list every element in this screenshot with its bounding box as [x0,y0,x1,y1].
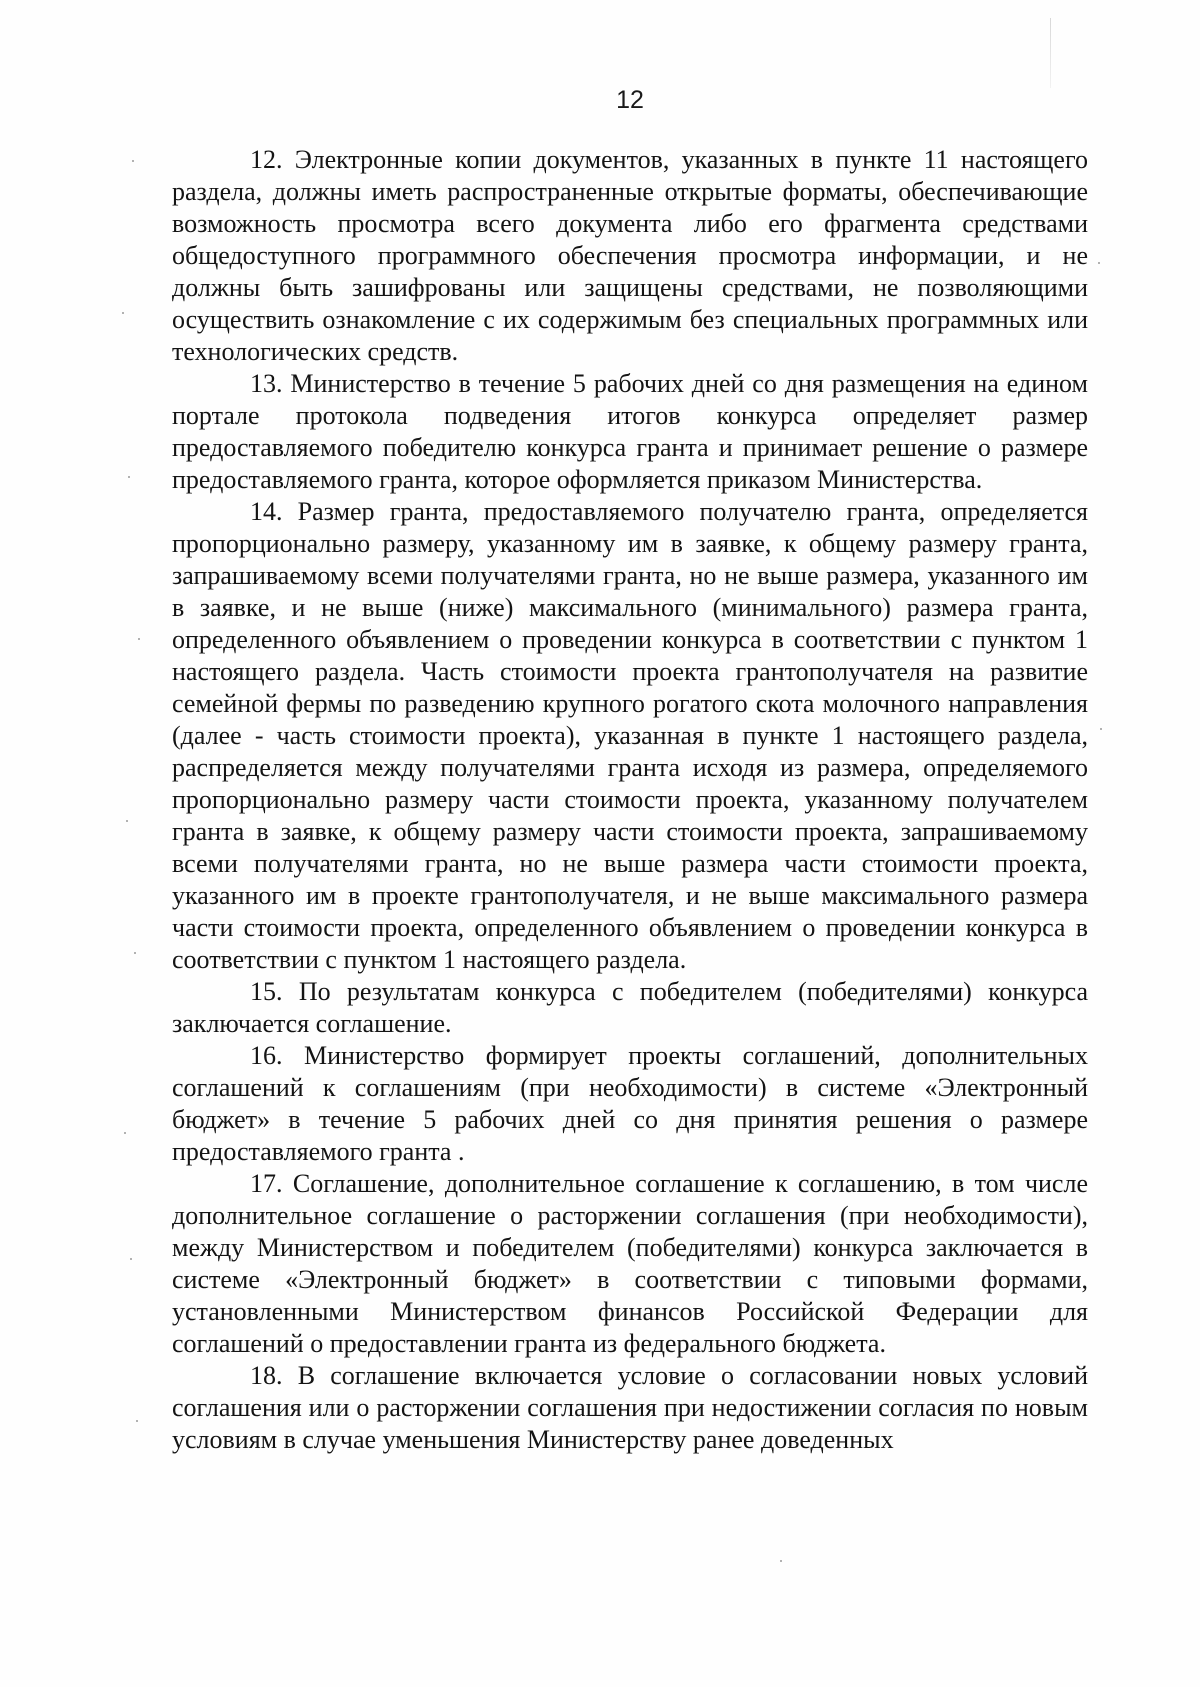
paragraph-15: 15. По результатам конкурса с победителем (победителями) конкурса заключается соглашение. [172,977,1088,1038]
scan-speck [136,1420,138,1422]
scan-speck [126,820,128,822]
scan-speck [128,476,130,478]
scan-speck [124,1132,126,1134]
paragraph-12: 12. Электронные копии документов, указанных в пункте 11 настоящего раздела, должны иметь распространенные открытые форматы, обеспечивающие возможность просмотра всего документа либо его фрагмента средствами общедоступного программного обеспечения просмотра информации, и не должны быть зашифрованы или защищены средствами, не позволяющими осуществить ознакомление с их содержимым без специальных программных или технологических средств. [172,145,1088,366]
paragraph-18: 18. В соглашение включается условие о согласовании новых условий соглашения или о расторжении соглашения при недостижении согласия по новым условиям в случае уменьшения Министерству ранее доведенных [172,1361,1088,1454]
scan-edge-mark [1050,18,1051,88]
paragraph-14: 14. Размер гранта, предоставляемого получателю гранта, определяется пропорционально размеру, указанному им в заявке, к общему размеру гранта, запрашиваемому всеми получателями гранта, но не выше размера, указанного им в заявке, и не выше (ниже) максимального (минимального) размера гранта, определенного объявлением о проведении конкурса в соответствии с пунктом 1 настоящего раздела. Часть стоимости проекта грантополучателя на развитие семейной фермы по разведению крупного рогатого скота молочного направления (далее - часть стоимости проекта), указанная в пункте 1 настоящего раздела, распределяется между получателями гранта исходя из размера, определяемого пропорционально размеру части стоимости проекта, указанному получателем гранта в заявке, к общему размеру части стоимости проекта, запрашиваемому всеми получателями гранта, но не выше размера части стоимости проекта, указанного им в проекте грантополучателя, и не выше максимального размера части стоимости проекта, определенного объявлением о проведении конкурса в соответствии с пунктом 1 настоящего раздела. [172,497,1088,974]
scan-speck [138,638,140,640]
paragraph-16: 16. Министерство формирует проекты соглашений, дополнительных соглашений к соглашениям (при необходимости) в системе «Электронный бюджет» в течение 5 рабочих дней со дня принятия решения о размере предоставляемого гранта . [172,1041,1088,1166]
scan-speck [1100,728,1102,730]
scan-speck [134,952,136,954]
paragraph-17: 17. Соглашение, дополнительное соглашение к соглашению, в том числе дополнительное соглашение о расторжении соглашения (при необходимости), между Министерством и победителем (победителями) конкурса заключается в системе «Электронный бюджет» в соответствии с типовыми формами, установленными Министерством финансов Российской Федерации для соглашений о предоставлении гранта из федерального бюджета. [172,1169,1088,1358]
scan-speck [132,160,134,162]
scan-speck [130,1258,132,1260]
page-number: 12 [616,86,644,114]
paragraph-13: 13. Министерство в течение 5 рабочих дней со дня размещения на едином портале протокола подведения итогов конкурса определяет размер предоставляемого победителю конкурса гранта и принимает решение о размере предоставляемого гранта, которое оформляется приказом Министерства. [172,369,1088,494]
scan-speck [122,312,124,314]
scan-speck [780,1560,782,1562]
scan-speck [1098,262,1100,264]
document-body [172,144,1088,1456]
